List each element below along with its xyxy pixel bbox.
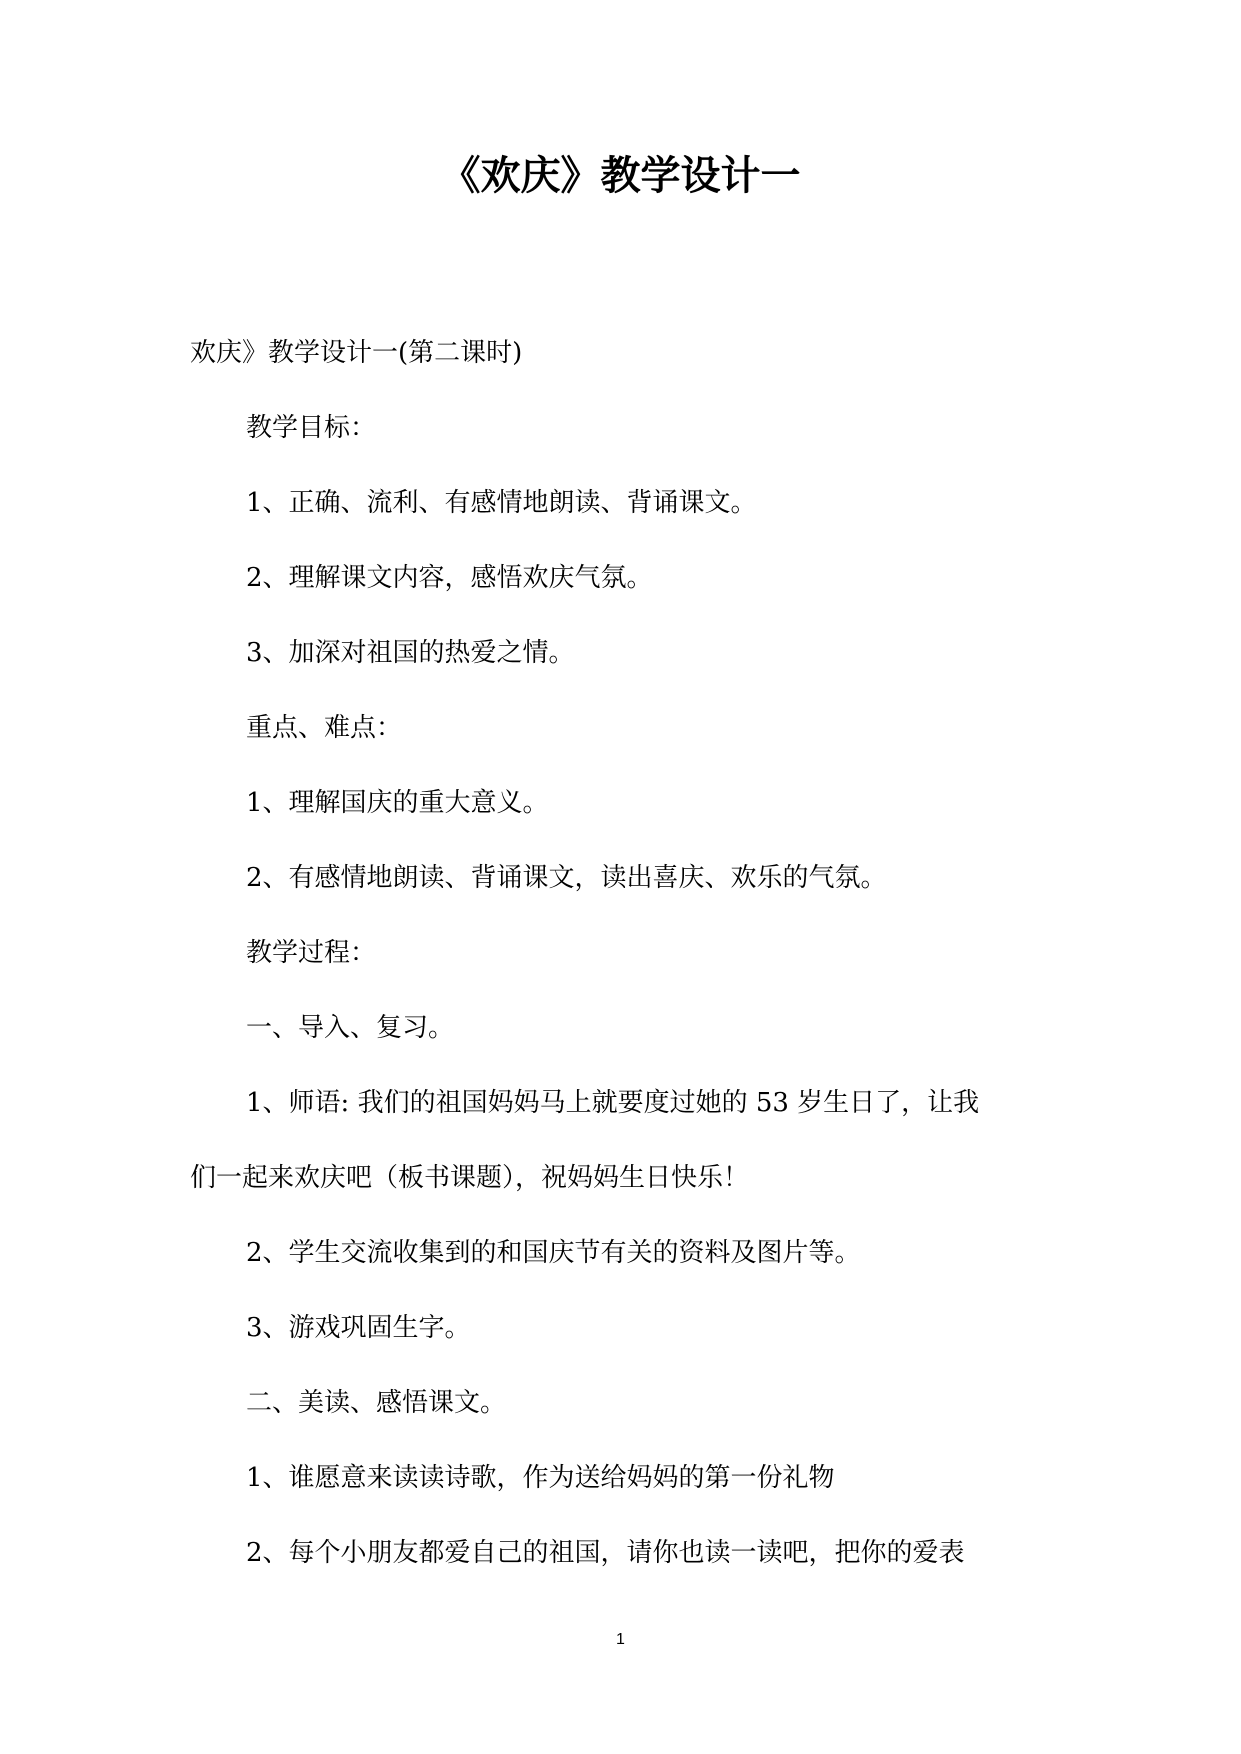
paragraph-line: 3、游戏巩固生字。 <box>246 1313 471 1343</box>
paragraph-line: 1、师语: 我们的祖国妈妈马上就要度过她的 53 岁生日了，让我 <box>246 1088 980 1118</box>
paragraph-line: 一、导入、复习。 <box>246 1013 455 1043</box>
paragraph-line: 1、谁愿意来读读诗歌，作为送给妈妈的第一份礼物 <box>246 1463 835 1493</box>
paragraph-line: 二、美读、感悟课文。 <box>246 1388 507 1418</box>
paragraph-line: 3、加深对祖国的热爱之情。 <box>246 638 575 668</box>
section-heading-objectives: 教学目标： <box>246 413 377 443</box>
section-heading-process: 教学过程： <box>246 938 377 968</box>
paragraph-line: 2、理解课文内容，感悟欢庆气氛。 <box>246 563 653 593</box>
page-number: 1 <box>616 1631 625 1648</box>
paragraph-line: 2、有感情地朗读、背诵课文，读出喜庆、欢乐的气氛。 <box>246 863 887 893</box>
document-subtitle: 欢庆》教学设计一(第二课时) <box>190 338 523 368</box>
document-title: 《欢庆》教学设计一 <box>440 152 801 199</box>
paragraph-line: 2、学生交流收集到的和国庆节有关的资料及图片等。 <box>246 1238 861 1268</box>
paragraph-line: 1、正确、流利、有感情地朗读、背诵课文。 <box>246 488 757 518</box>
paragraph-line: 们一起来欢庆吧（板书课题），祝妈妈生日快乐！ <box>190 1163 750 1193</box>
paragraph-line: 1、理解国庆的重大意义。 <box>246 788 549 818</box>
paragraph-line: 2、每个小朋友都爱自己的祖国，请你也读一读吧，把你的爱表 <box>246 1538 965 1568</box>
section-heading-key-points: 重点、难点： <box>246 713 403 743</box>
